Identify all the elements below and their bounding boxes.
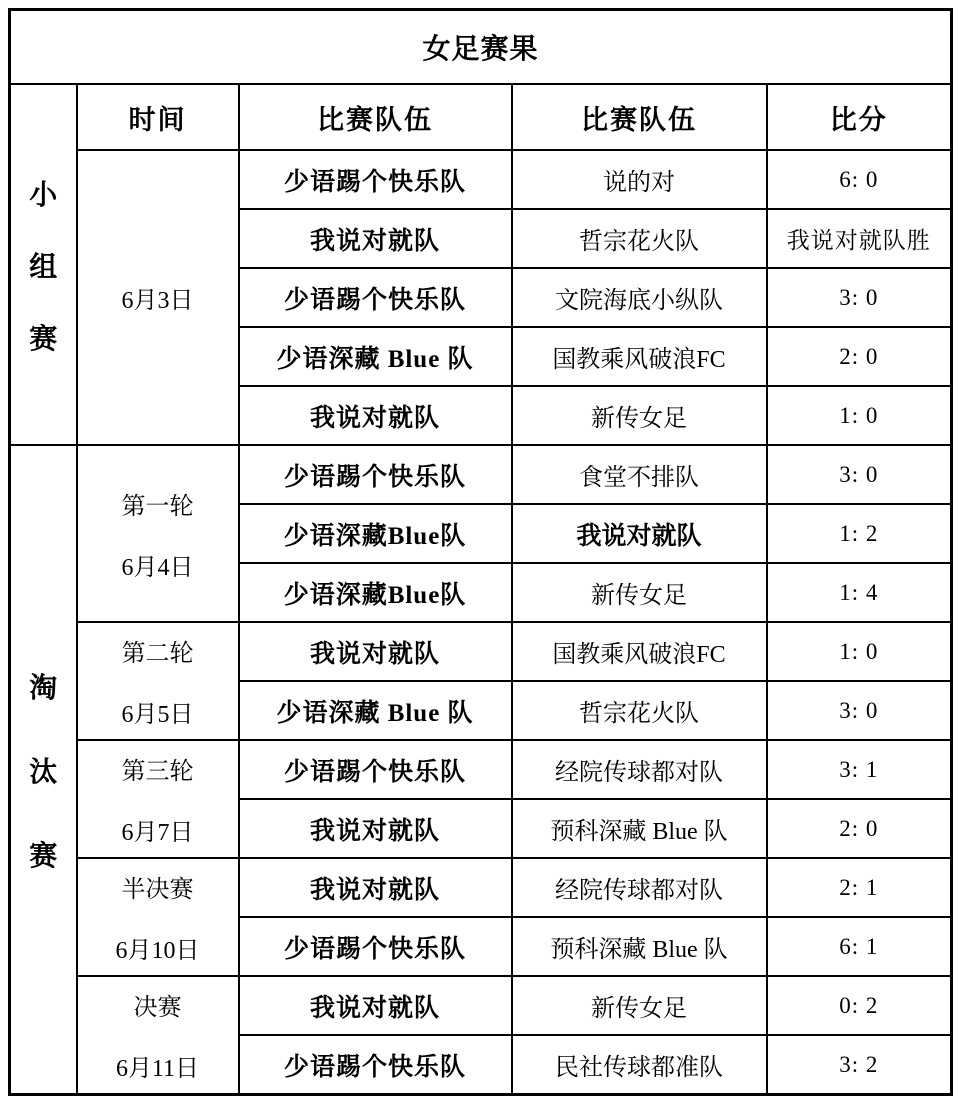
time-cell-round-1 (77, 445, 239, 622)
score-cell: 我说对就队胜 (767, 209, 952, 268)
table-row (10, 622, 952, 681)
team-a-cell: 少语深藏 Blue 队 (239, 681, 512, 740)
team-a-cell: 我说对就队 (239, 799, 512, 858)
team-b-cell: 我说对就队 (512, 504, 767, 563)
team-a-cell: 少语深藏 Blue 队 (239, 327, 512, 386)
stage-cell-group (10, 84, 77, 445)
team-b-cell: 新传女足 (512, 976, 767, 1035)
team-b-cell: 哲宗花火队 (512, 681, 767, 740)
table-row (10, 150, 952, 209)
team-a-cell: 少语踢个快乐队 (239, 445, 512, 504)
time-cell-round-3 (77, 740, 239, 858)
round-label: 决赛 (133, 995, 182, 1021)
score-cell: 2: 1 (767, 858, 952, 917)
team-a-cell: 少语踢个快乐队 (239, 1035, 512, 1095)
col-header-team-b: 比赛队伍 (512, 84, 767, 150)
col-header-team-a: 比赛队伍 (239, 84, 512, 150)
score-cell: 6: 1 (767, 917, 952, 976)
team-b-cell: 哲宗花火队 (512, 209, 767, 268)
team-b-cell: 国教乘风破浪FC (512, 622, 767, 681)
round-label: 第三轮 (121, 759, 194, 785)
team-b-cell: 国教乘风破浪FC (512, 327, 767, 386)
team-b-cell: 经院传球都对队 (512, 858, 767, 917)
score-cell: 3: 1 (767, 740, 952, 799)
team-b-cell: 说的对 (512, 150, 767, 209)
stage-label-group: 小 组 赛 (29, 179, 58, 355)
team-b-cell: 文院海底小纵队 (512, 268, 767, 327)
time-cell-group: 6月3日 (77, 150, 239, 445)
header-row (10, 84, 952, 150)
table-row (10, 858, 952, 917)
round-label: 第一轮 (121, 493, 194, 520)
score-cell: 2: 0 (767, 327, 952, 386)
score-cell: 0: 2 (767, 976, 952, 1035)
title-row (10, 10, 952, 85)
round-date: 6月10日 (115, 938, 200, 964)
team-b-cell: 预科深藏 Blue 队 (512, 917, 767, 976)
team-a-cell: 我说对就队 (239, 386, 512, 445)
team-a-cell: 少语深藏Blue队 (239, 504, 512, 563)
col-header-score: 比分 (767, 84, 952, 150)
table-row (10, 445, 952, 504)
score-cell: 1: 0 (767, 622, 952, 681)
stage-cell-knockout (10, 445, 77, 1095)
table-row (10, 740, 952, 799)
team-a-cell: 少语踢个快乐队 (239, 917, 512, 976)
results-table (8, 8, 953, 1096)
col-header-time: 时间 (77, 84, 239, 150)
team-b-cell: 民社传球都准队 (512, 1035, 767, 1095)
team-b-cell: 新传女足 (512, 563, 767, 622)
team-a-cell: 少语踢个快乐队 (239, 150, 512, 209)
round-label: 第二轮 (121, 641, 194, 667)
time-cell-semifinal (77, 858, 239, 976)
score-cell: 3: 2 (767, 1035, 952, 1095)
score-cell: 2: 0 (767, 799, 952, 858)
score-cell: 1: 4 (767, 563, 952, 622)
round-date: 6月5日 (121, 702, 194, 728)
round-date: 6月4日 (121, 554, 194, 581)
team-a-cell: 我说对就队 (239, 622, 512, 681)
round-date: 6月7日 (121, 820, 194, 846)
score-cell: 3: 0 (767, 268, 952, 327)
table-row (10, 976, 952, 1035)
stage-label-knockout: 淘 汰 赛 (29, 672, 58, 872)
team-b-cell: 新传女足 (512, 386, 767, 445)
team-a-cell: 我说对就队 (239, 209, 512, 268)
team-b-cell: 经院传球都对队 (512, 740, 767, 799)
team-b-cell: 食堂不排队 (512, 445, 767, 504)
team-a-cell: 我说对就队 (239, 976, 512, 1035)
round-date: 6月11日 (115, 1056, 200, 1082)
team-a-cell: 少语踢个快乐队 (239, 268, 512, 327)
team-a-cell: 少语深藏Blue队 (239, 563, 512, 622)
team-a-cell: 我说对就队 (239, 858, 512, 917)
round-label: 半决赛 (121, 877, 194, 903)
page-title: 女足赛果 (10, 10, 952, 85)
score-cell: 3: 0 (767, 445, 952, 504)
score-cell: 1: 0 (767, 386, 952, 445)
team-a-cell: 少语踢个快乐队 (239, 740, 512, 799)
score-cell: 3: 0 (767, 681, 952, 740)
team-b-cell: 预科深藏 Blue 队 (512, 799, 767, 858)
score-cell: 6: 0 (767, 150, 952, 209)
time-cell-round-2 (77, 622, 239, 740)
score-cell: 1: 2 (767, 504, 952, 563)
time-cell-final (77, 976, 239, 1095)
